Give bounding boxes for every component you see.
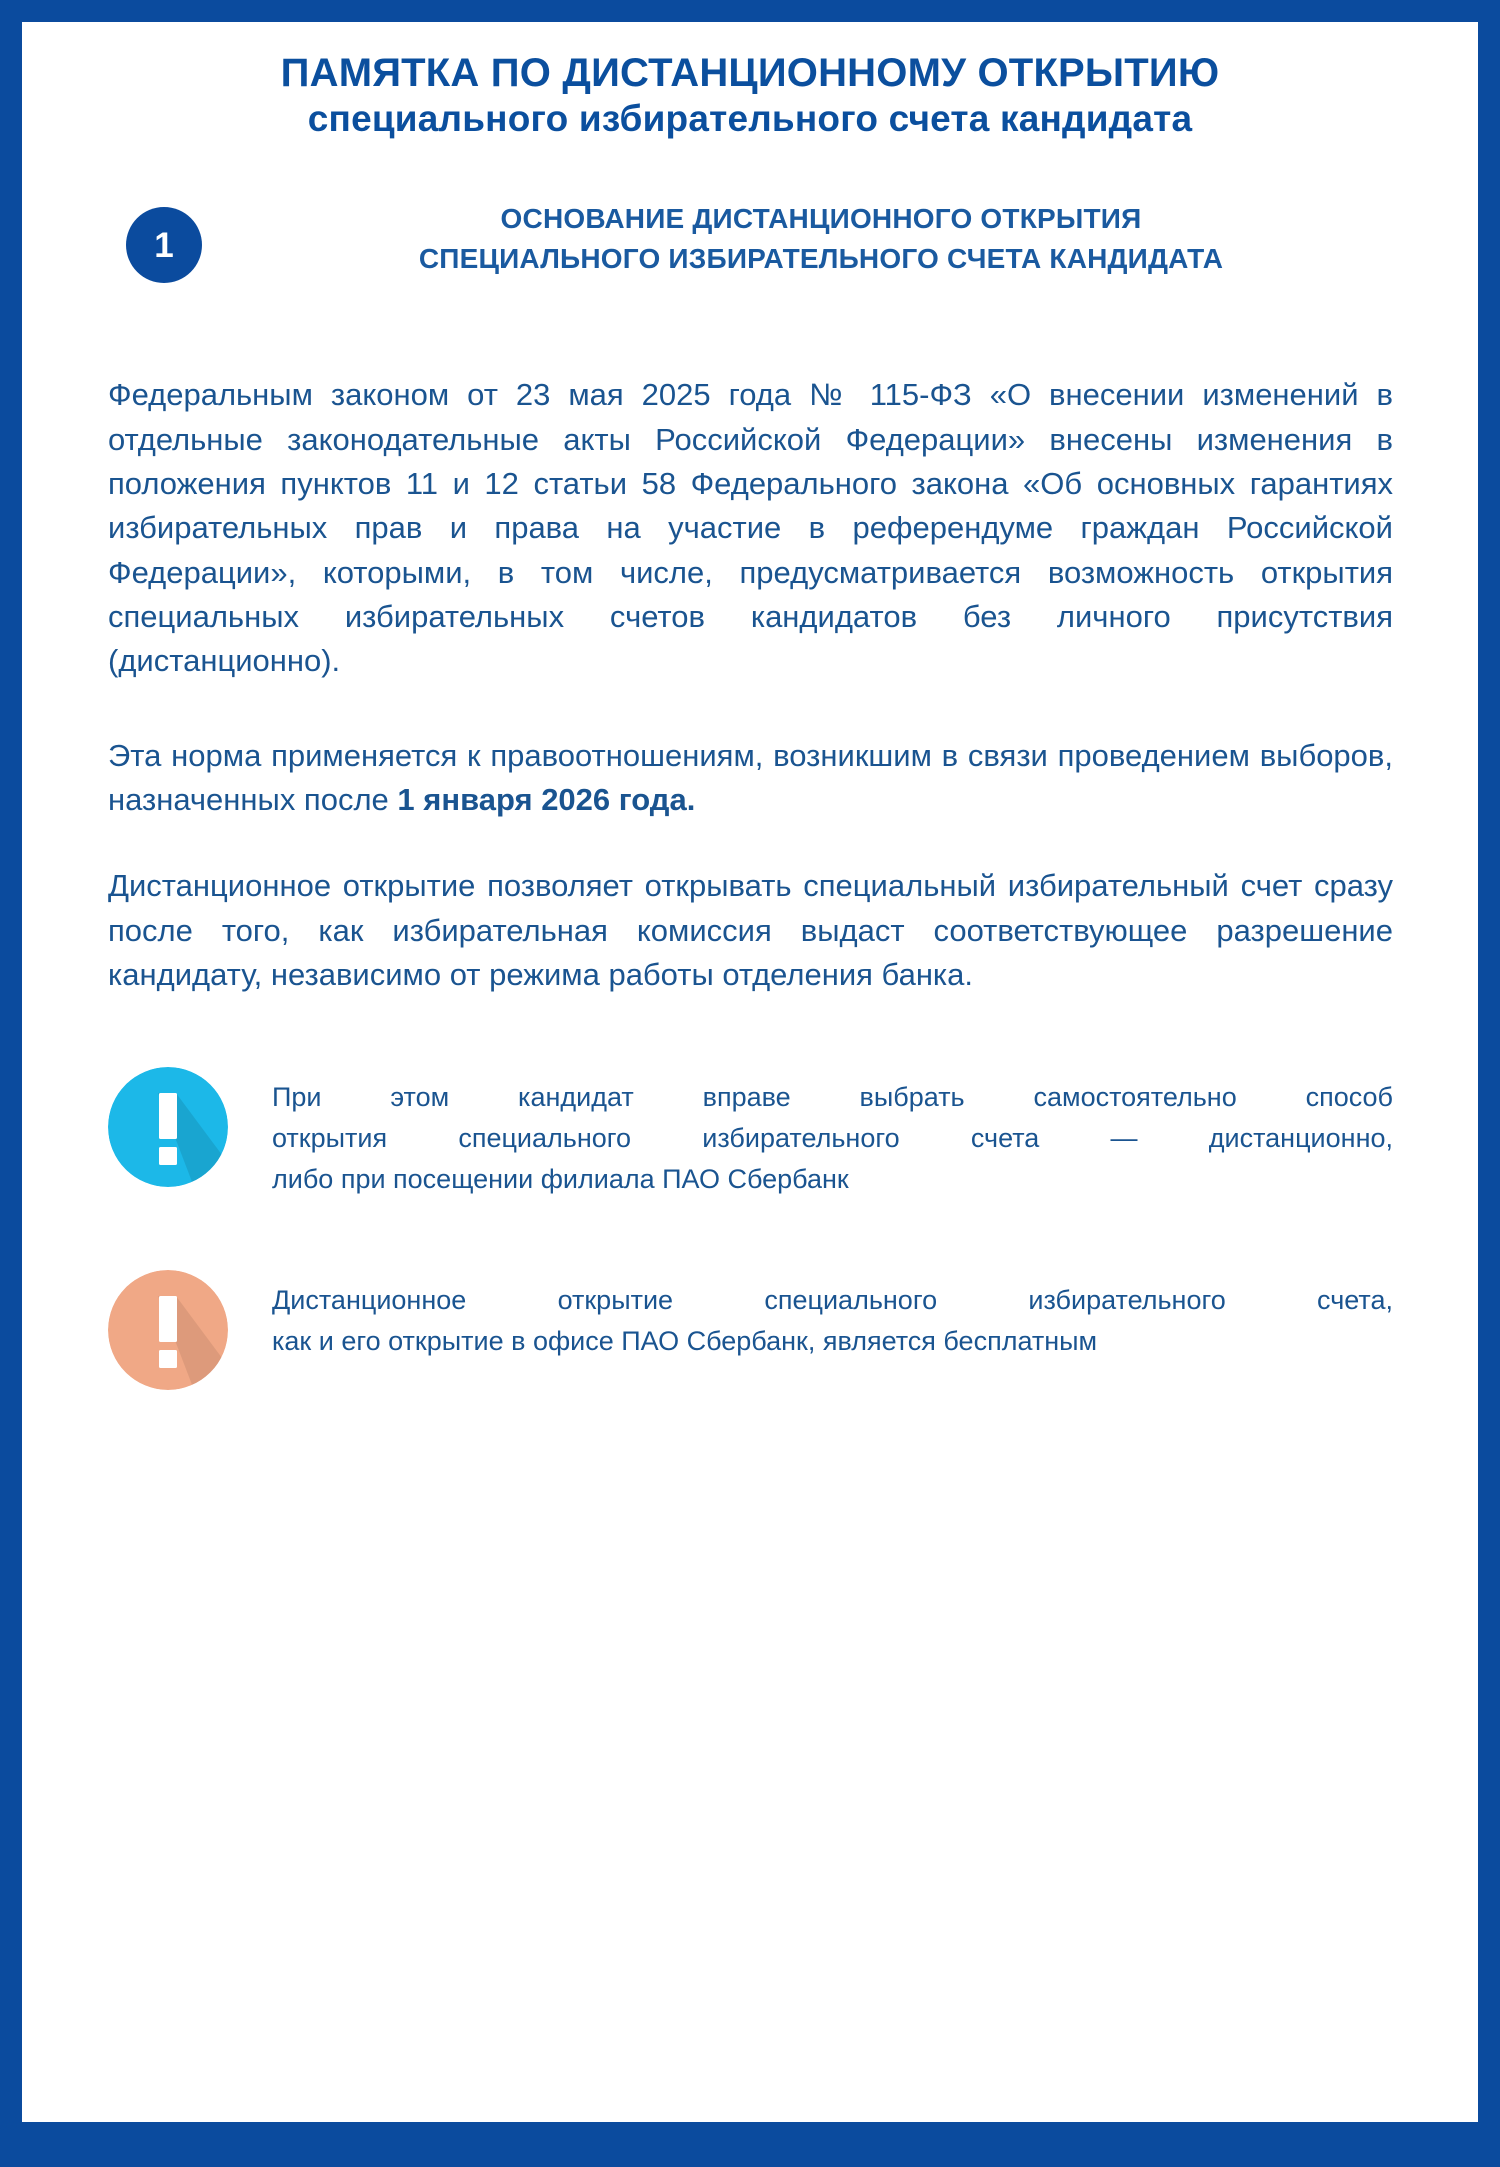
section-title (22, 199, 1408, 279)
callout-free-of-charge-text (272, 1268, 1393, 1362)
callout-choice-line-2: открытия специального избирательного счета — дистанционно, (272, 1123, 1393, 1154)
section-header (22, 199, 1478, 311)
callout-choice-line-1: При этом кандидат вправе выбрать самостоятельно способ (272, 1082, 1393, 1113)
callout-free-of-charge (108, 1268, 1393, 1390)
callout-free-line-1: Дистанционное открытие специального избирательного счета, (272, 1285, 1393, 1316)
exclamation-icon (108, 1067, 228, 1187)
page-title (22, 22, 1478, 141)
page-title-line-1: ПАМЯТКА ПО ДИСТАНЦИОННОМУ ОТКРЫТИЮ (280, 51, 1220, 95)
callout-choice-line-3: либо при посещении филиала ПАО Сбербанк (272, 1164, 849, 1195)
callout-list (22, 1065, 1478, 1390)
callout-free-line-2: как и его открытие в офисе ПАО Сбербанк, является бесплатным (272, 1326, 1098, 1357)
paragraph-legal-basis: Федеральным законом от 23 мая 2025 года № 115-ФЗ «О внесении изменений в отдельные законодательные акты Российской Федерации» внесены изменения в положения пунктов 11 и 12 статьи 58 Федерального закона «Об основных гарантиях избирательных прав и права на участие в референдуме граждан Российской Федерации», которыми, в том числе, предусматривается возможность открытия специальных избирательных счетов кандидатов без личного присутствия (дистанционно). (108, 377, 1393, 679)
paragraph-remote-opening: Дистанционное открытие позволяет открывать специальный избирательный счет сразу после того, как избирательная комиссия выдаст соответствующее разрешение кандидату, независимо от режима работы отделения банка. (108, 868, 1393, 992)
paragraph-applicability-text: Эта норма применяется к правоотношениям, возникшим в связи проведением выборов, назначенных после (108, 737, 1393, 817)
section-title-line-1: ОСНОВАНИЕ ДИСТАНЦИОННОГО ОТКРЫТИЯ (500, 203, 1142, 235)
section-title-line-2: СПЕЦИАЛЬНОГО ИЗБИРАТЕЛЬНОГО СЧЕТА КАНДИДАТА (418, 243, 1224, 275)
callout-choice (108, 1065, 1393, 1200)
callout-choice-text (272, 1065, 1393, 1200)
body-content (22, 373, 1478, 997)
paragraph-applicability (108, 734, 1393, 823)
page-title-line-2: специального избирательного счета кандидата (307, 98, 1193, 140)
paragraph-applicability-date: 1 января 2026 года. (397, 781, 696, 817)
section-number-badge: 1 (126, 207, 202, 283)
exclamation-icon (108, 1270, 228, 1390)
page-sheet (22, 22, 1478, 2122)
